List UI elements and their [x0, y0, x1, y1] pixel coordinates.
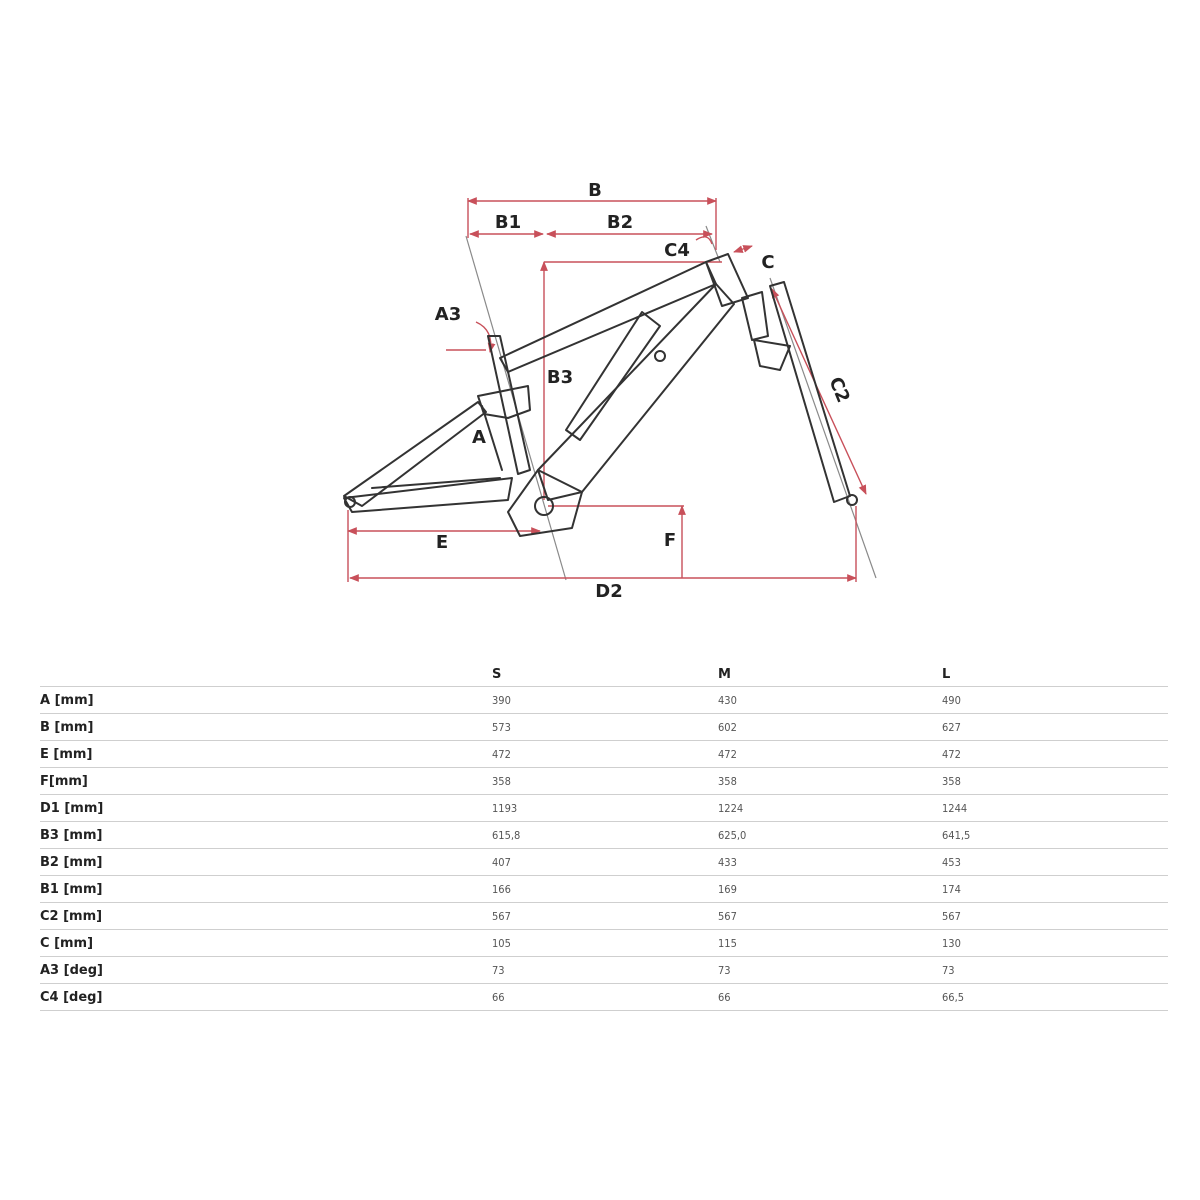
cell-m: 1224 — [718, 795, 942, 822]
table-row — [40, 849, 1168, 876]
row-label: B [mm] — [40, 714, 492, 741]
dimension-labels — [435, 180, 854, 602]
frame-bolt — [655, 351, 665, 361]
cell-m: 472 — [718, 741, 942, 768]
cell-l: 641,5 — [942, 822, 1168, 849]
cell-l: 472 — [942, 741, 1168, 768]
table-header-row — [40, 662, 1168, 687]
cell-s: 105 — [492, 930, 718, 957]
label-c4: C4 — [664, 240, 690, 261]
cell-s: 573 — [492, 714, 718, 741]
cell-l: 627 — [942, 714, 1168, 741]
dimension-c4-arc — [696, 237, 712, 244]
bike-frame — [344, 254, 857, 536]
head-tube-axis-line — [770, 278, 876, 578]
row-label: C4 [deg] — [40, 984, 492, 1011]
cell-m: 73 — [718, 957, 942, 984]
row-label: B3 [mm] — [40, 822, 492, 849]
label-e: E — [435, 532, 449, 553]
row-label: F[mm] — [40, 768, 492, 795]
dimension-lines — [348, 198, 866, 582]
table-header-l: L — [942, 666, 951, 682]
cell-s: 615,8 — [492, 822, 718, 849]
table-row — [40, 930, 1168, 957]
cell-s: 472 — [492, 741, 718, 768]
cell-l: 66,5 — [942, 984, 1168, 1011]
table-header-blank — [40, 662, 492, 687]
cell-s: 407 — [492, 849, 718, 876]
cell-l: 73 — [942, 957, 1168, 984]
row-label: B1 [mm] — [40, 876, 492, 903]
down-tube — [538, 284, 734, 500]
table-header-s: S — [492, 666, 502, 682]
table-row — [40, 741, 1168, 768]
cell-l: 358 — [942, 768, 1168, 795]
cell-l: 174 — [942, 876, 1168, 903]
cell-s: 358 — [492, 768, 718, 795]
label-b: B — [588, 180, 602, 201]
table-row — [40, 822, 1168, 849]
table-row — [40, 876, 1168, 903]
row-label: A3 [deg] — [40, 957, 492, 984]
label-b1: B1 — [494, 212, 522, 233]
cell-m: 625,0 — [718, 822, 942, 849]
table-row — [40, 768, 1168, 795]
cell-s: 390 — [492, 687, 718, 714]
table-row — [40, 984, 1168, 1011]
label-c2: C2 — [824, 374, 854, 406]
label-d2: D2 — [595, 581, 623, 602]
geometry-table — [40, 662, 1168, 1011]
label-b2: B2 — [606, 212, 634, 233]
label-b3: B3 — [546, 367, 574, 388]
label-c: C — [761, 252, 775, 273]
row-label: E [mm] — [40, 741, 492, 768]
cell-l: 567 — [942, 903, 1168, 930]
cell-m: 169 — [718, 876, 942, 903]
cell-l: 1244 — [942, 795, 1168, 822]
cell-s: 73 — [492, 957, 718, 984]
cell-m: 66 — [718, 984, 942, 1011]
cell-l: 130 — [942, 930, 1168, 957]
cell-m: 433 — [718, 849, 942, 876]
cell-m: 430 — [718, 687, 942, 714]
table-row — [40, 957, 1168, 984]
cell-m: 567 — [718, 903, 942, 930]
cell-m: 602 — [718, 714, 942, 741]
table-row — [40, 795, 1168, 822]
table-row — [40, 714, 1168, 741]
motor-housing — [508, 470, 582, 536]
row-label: C [mm] — [40, 930, 492, 957]
row-label: B2 [mm] — [40, 849, 492, 876]
cell-m: 358 — [718, 768, 942, 795]
cell-s: 66 — [492, 984, 718, 1011]
cell-l: 453 — [942, 849, 1168, 876]
cell-m: 115 — [718, 930, 942, 957]
head-angle-reference-line — [706, 226, 720, 262]
cell-s: 166 — [492, 876, 718, 903]
cell-l: 490 — [942, 687, 1168, 714]
row-label: A [mm] — [40, 687, 492, 714]
label-f: F — [663, 530, 677, 551]
seat-tube — [488, 336, 530, 474]
cell-s: 1193 — [492, 795, 718, 822]
dimension-c-line — [734, 246, 752, 252]
label-a: A — [472, 427, 486, 448]
table-row — [40, 903, 1168, 930]
fork-crown — [754, 340, 790, 370]
cell-s: 567 — [492, 903, 718, 930]
row-label: D1 [mm] — [40, 795, 492, 822]
table-header-m: M — [718, 666, 731, 682]
battery-outline — [566, 312, 660, 440]
label-a3: A3 — [434, 304, 462, 325]
table-row — [40, 687, 1168, 714]
row-label: C2 [mm] — [40, 903, 492, 930]
